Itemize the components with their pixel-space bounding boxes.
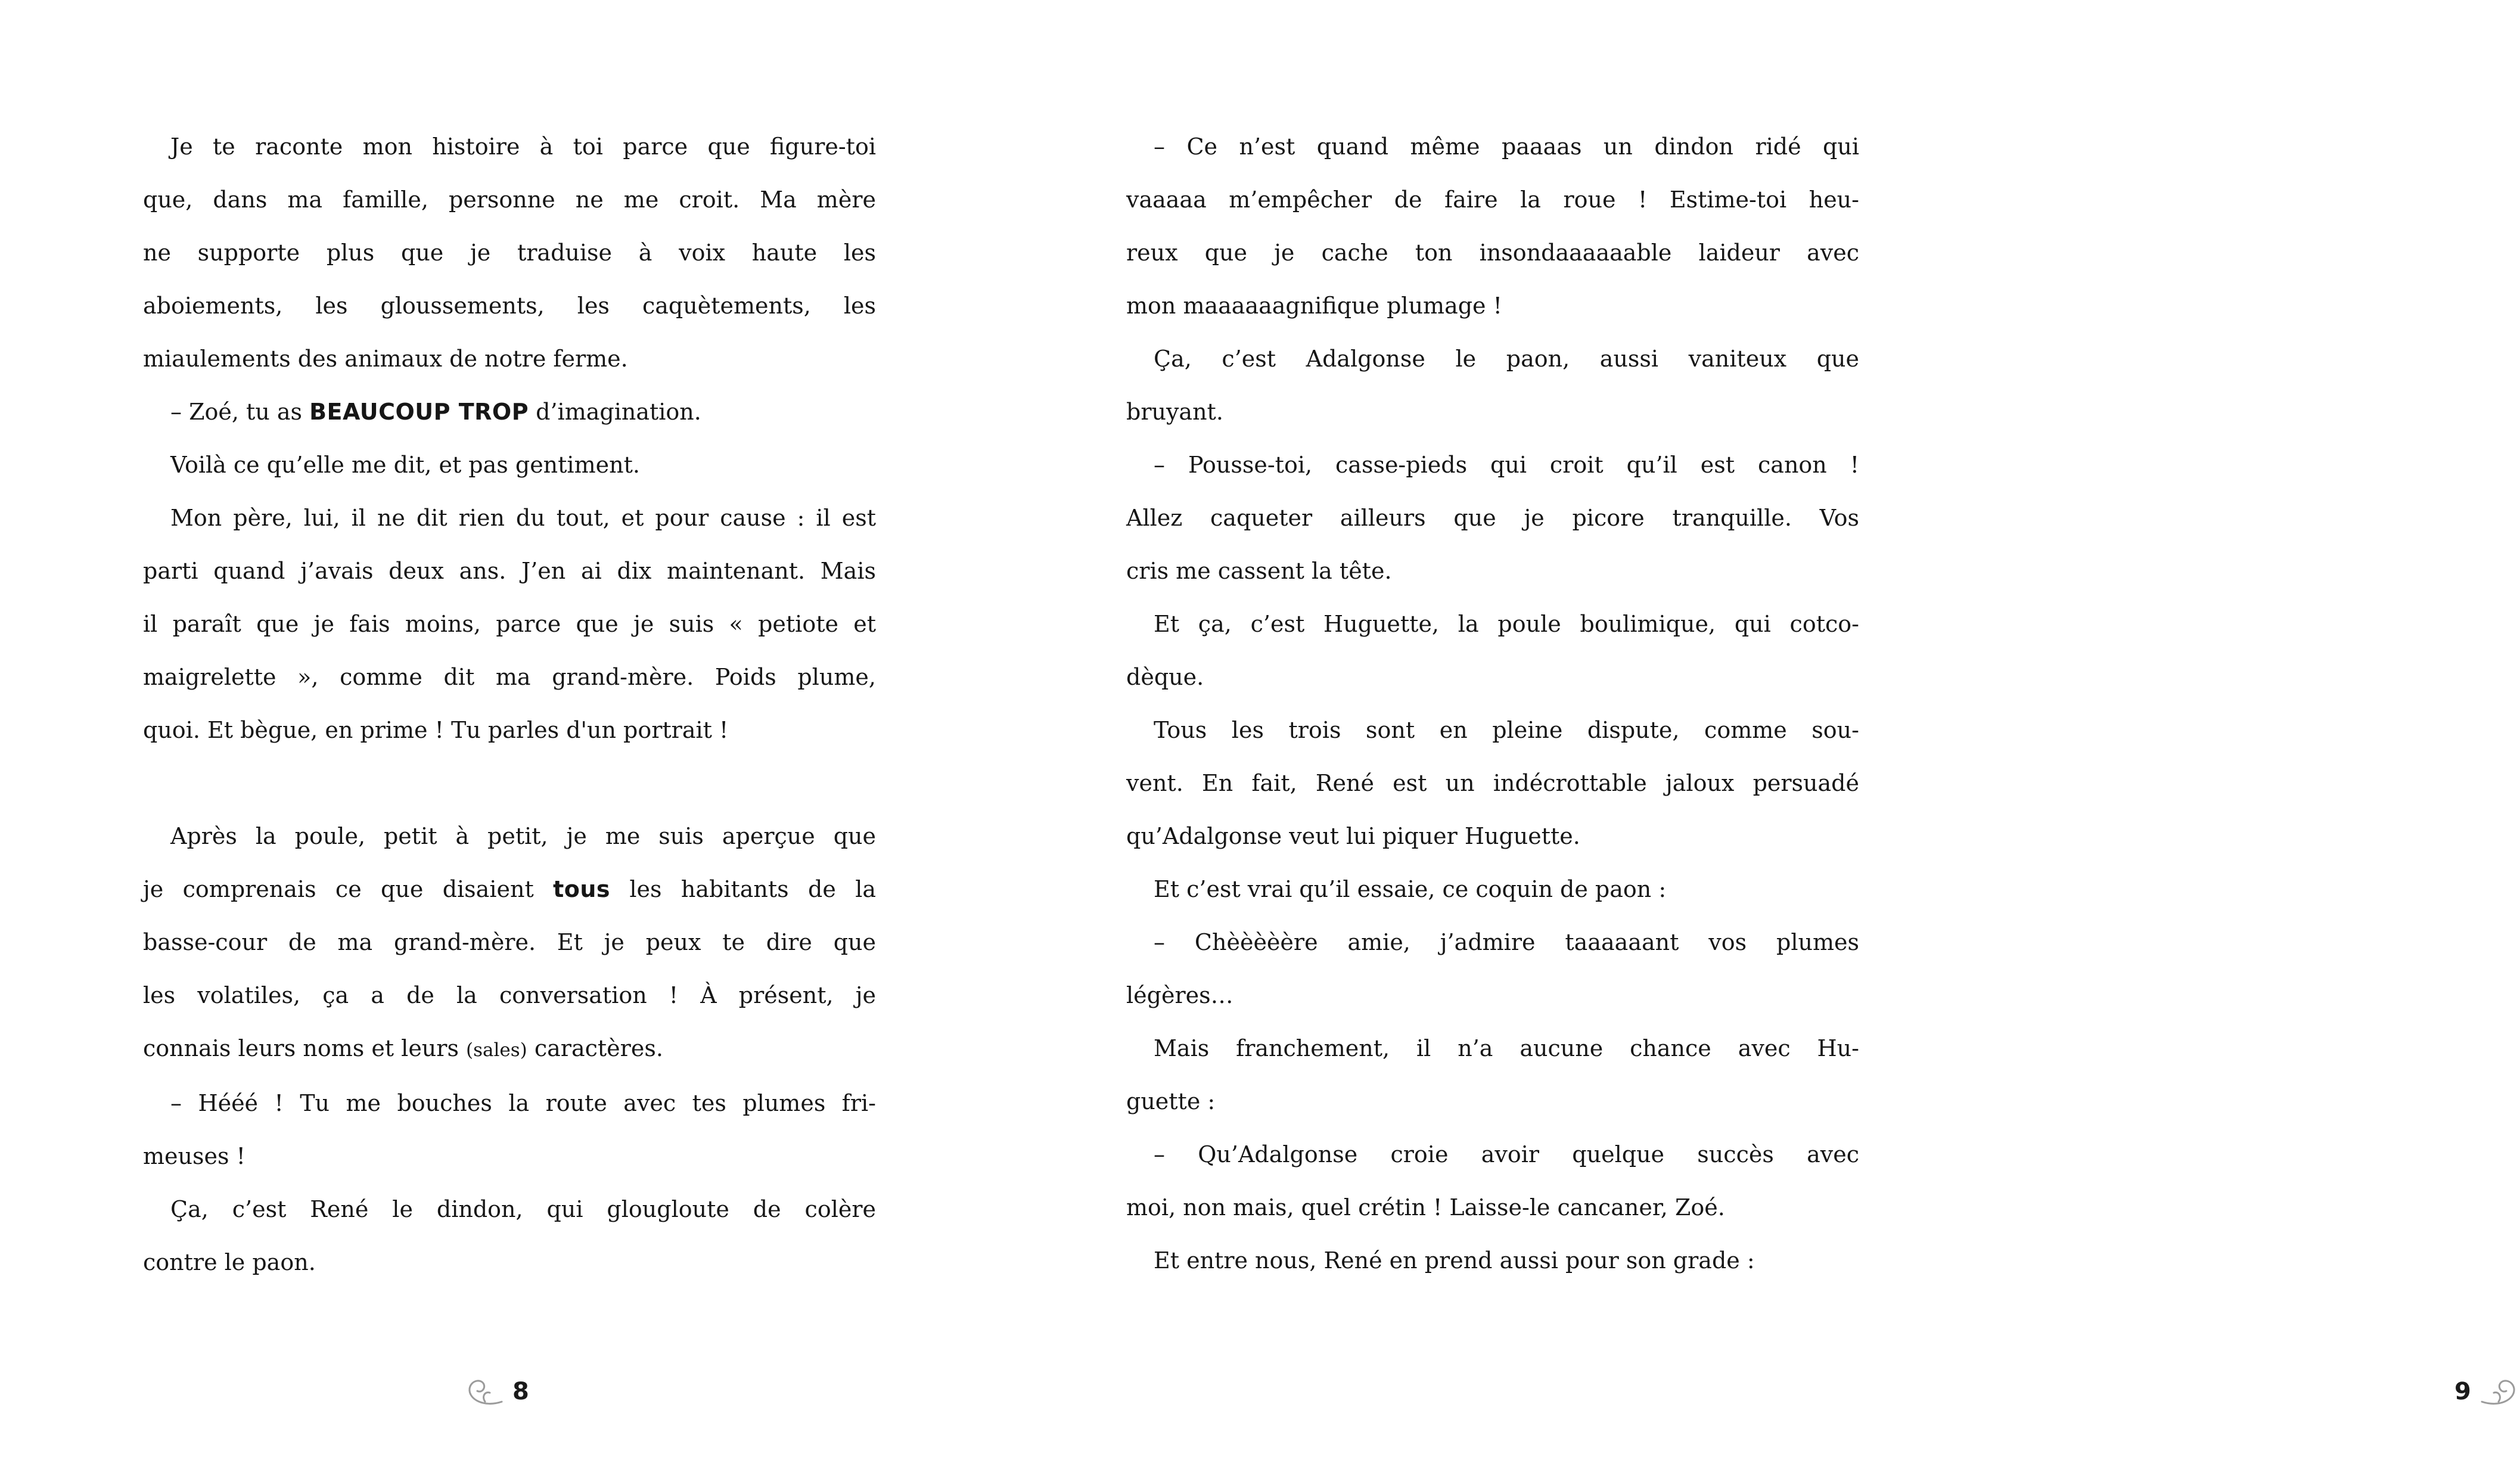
text-line [1126, 1128, 1859, 1181]
text-line [1126, 226, 1859, 280]
text-segment: Tous les trois sont en pleine dispute, comme sou- [1154, 717, 1859, 743]
text-segment: – Zoé, tu as [170, 399, 310, 425]
text-line [143, 916, 876, 969]
text-line [1126, 439, 1859, 492]
vine-flourish-icon [2481, 1375, 2520, 1408]
text-segment: Je te raconte mon histoire à toi parce que figure-toi [170, 133, 876, 160]
paragraph [1126, 439, 1859, 598]
text-line [1126, 1075, 1859, 1128]
paragraph [1126, 1234, 1859, 1287]
page-left [0, 0, 985, 1478]
text-line [1126, 863, 1859, 916]
text-line [143, 492, 876, 545]
vine-flourish-icon [464, 1375, 503, 1408]
text-line [143, 651, 876, 704]
text-line [1126, 333, 1859, 386]
text-line [1126, 1022, 1859, 1075]
display-emphasis-text: tous [553, 876, 611, 902]
text-segment: les volatiles, ça a de la conversation ! À présent, je [143, 982, 876, 1008]
text-line [1126, 545, 1859, 598]
text-line [1126, 173, 1859, 226]
text-line [143, 704, 876, 757]
paragraph [1126, 1128, 1859, 1234]
page-right-text-block [1126, 120, 1859, 1287]
text-line [143, 1183, 876, 1236]
text-line [1126, 757, 1859, 810]
page-number: 8 [512, 1378, 529, 1405]
paragraph [143, 120, 876, 386]
text-segment: – Ce n’est quand même paaaas un dindon ridé qui [1154, 133, 1859, 160]
text-line [143, 969, 876, 1022]
text-line [143, 1077, 876, 1130]
page-left-text-block [143, 120, 876, 1289]
text-segment: – Hééé ! Tu me bouches la route avec tes plumes fri- [170, 1090, 876, 1116]
text-segment: Mais franchement, il n’a aucune chance avec Hu- [1154, 1035, 1859, 1061]
text-segment: que, dans ma famille, personne ne me croit. Ma mère [143, 187, 876, 213]
text-segment: meuses ! [143, 1143, 246, 1169]
text-line [143, 1130, 876, 1183]
text-segment: il paraît que je fais moins, parce que je suis « petiote et [143, 611, 876, 637]
text-line [143, 173, 876, 226]
text-segment: – Chèèèèère amie, j’admire taaaaaant vos plumes [1154, 929, 1859, 955]
text-segment: Après la poule, petit à petit, je me suis aperçue que [170, 823, 876, 849]
text-line [1126, 916, 1859, 969]
text-segment: Ça, c’est Adalgonse le paon, aussi vaniteux que [1154, 346, 1859, 372]
text-segment: reux que je cache ton insondaaaaaable laideur avec [1126, 240, 1859, 266]
paragraph [143, 810, 876, 1077]
paragraph [143, 492, 876, 757]
paragraph [1126, 598, 1859, 704]
text-line [1126, 280, 1859, 333]
text-line [143, 226, 876, 280]
paragraph [1126, 916, 1859, 1022]
text-segment: mon maaaaaagnifique plumage ! [1126, 293, 1502, 319]
text-line [143, 598, 876, 651]
text-segment: Et ça, c’est Huguette, la poule boulimique, qui cotco- [1154, 611, 1859, 637]
text-segment: miaulements des animaux de notre ferme. [143, 346, 628, 372]
text-line [1126, 969, 1859, 1022]
text-segment: caractères. [527, 1035, 663, 1061]
paragraph [143, 1077, 876, 1183]
text-segment: dèque. [1126, 664, 1204, 690]
text-segment: ne supporte plus que je traduise à voix haute les [143, 240, 876, 266]
text-segment: contre le paon. [143, 1249, 316, 1275]
page-right-footer [2454, 1375, 2520, 1408]
paragraph [1126, 120, 1859, 333]
text-segment: guette : [1126, 1088, 1216, 1114]
paragraph [1126, 863, 1859, 916]
text-segment: Ça, c’est René le dindon, qui glougloute de colère [170, 1196, 876, 1222]
text-line [143, 439, 876, 492]
text-line [143, 280, 876, 333]
text-segment: – Qu’Adalgonse croie avoir quelque succès avec [1154, 1141, 1859, 1168]
text-line [143, 545, 876, 598]
text-line [143, 863, 876, 916]
text-segment: Et c’est vrai qu’il essaie, ce coquin de paon : [1154, 876, 1667, 902]
text-line [1126, 1181, 1859, 1234]
paragraph [143, 386, 876, 439]
text-line [1126, 386, 1859, 439]
text-segment: – Pousse-toi, casse-pieds qui croit qu’il est canon ! [1154, 452, 1859, 478]
text-segment: je comprenais ce que disaient [143, 876, 554, 902]
display-emphasis-text: BEAUCOUP TROP [309, 399, 529, 425]
text-line [1126, 598, 1859, 651]
text-segment: cris me cassent la tête. [1126, 558, 1392, 584]
text-line [1126, 651, 1859, 704]
text-line [1126, 120, 1859, 173]
text-segment: Voilà ce qu’elle me dit, et pas gentiment. [170, 452, 640, 478]
paragraph [1126, 333, 1859, 439]
text-segment: parti quand j’avais deux ans. J’en ai dix maintenant. Mais [143, 558, 876, 584]
text-line [143, 810, 876, 863]
small-text: (sales) [466, 1039, 527, 1061]
text-line [143, 120, 876, 173]
page-right [986, 0, 2471, 1478]
text-line [1126, 810, 1859, 863]
text-segment: vent. En fait, René est un indécrottable jaloux persuadé [1126, 770, 1859, 796]
text-segment: connais leurs noms et leurs [143, 1035, 467, 1061]
text-segment: Allez caqueter ailleurs que je picore tranquille. Vos [1126, 505, 1859, 531]
text-segment: Mon père, lui, il ne dit rien du tout, et pour cause : il est [170, 505, 876, 531]
text-segment: aboiements, les gloussements, les caquètements, les [143, 293, 876, 319]
text-line [1126, 704, 1859, 757]
text-segment: d’imagination. [529, 399, 701, 425]
text-segment: bruyant. [1126, 399, 1223, 425]
text-line [143, 1022, 876, 1077]
text-segment: moi, non mais, quel crétin ! Laisse-le cancaner, Zoé. [1126, 1194, 1725, 1221]
text-line [1126, 492, 1859, 545]
paragraph [1126, 704, 1859, 863]
text-segment: les habitants de la [610, 876, 877, 902]
text-segment: maigrelette », comme dit ma grand-mère. Poids plume, [143, 664, 876, 690]
page-number: 9 [2454, 1378, 2471, 1405]
paragraph [1126, 1022, 1859, 1128]
text-segment: qu’Adalgonse veut lui piquer Huguette. [1126, 823, 1580, 849]
text-line [143, 1236, 876, 1289]
page-left-footer [464, 1375, 529, 1408]
text-segment: quoi. Et bègue, en prime ! Tu parles d'un portrait ! [143, 717, 729, 743]
text-line [143, 333, 876, 386]
text-segment: vaaaaa m’empêcher de faire la roue ! Estime-toi heu- [1126, 187, 1859, 213]
text-line [1126, 1234, 1859, 1287]
text-segment: Et entre nous, René en prend aussi pour son grade : [1154, 1247, 1755, 1274]
text-segment: basse-cour de ma grand-mère. Et je peux te dire que [143, 929, 876, 955]
text-segment: légères… [1126, 982, 1233, 1008]
paragraph [143, 1183, 876, 1289]
paragraph [143, 439, 876, 492]
text-line [143, 386, 876, 439]
